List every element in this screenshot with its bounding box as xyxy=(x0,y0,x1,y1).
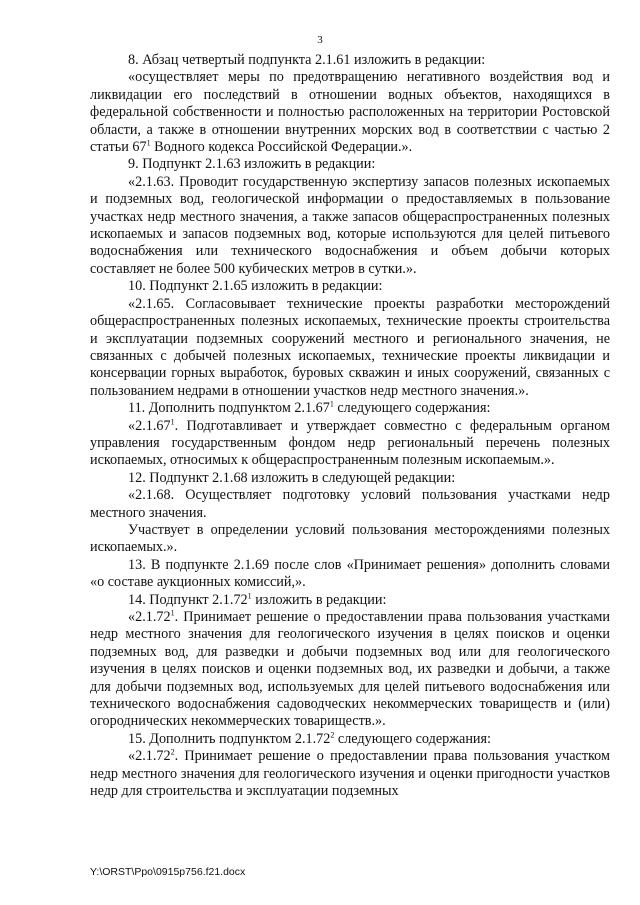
text-segment: 10. Подпункт 2.1.65 изложить в редакции: xyxy=(128,278,383,295)
text-segment: «осуществляет меры по предотвращению негативного воздействия вод и ликвидации его последствий в отношении водных объектов, находящихся в федеральной собственности и полностью расположенных на территории Ростовской области, а также в отношении внутренних морских вод в соответствии с частью 2 статьи 67 xyxy=(90,69,610,156)
superscript: 1 xyxy=(170,608,175,618)
paragraph xyxy=(90,400,610,417)
text-segment: . Принимает решение о предоставлении права пользования участком недр местного значения для геологического изучения и оценки пригодности участков недр для строительства и эксплуатации подземных xyxy=(90,748,610,800)
text-segment: следующего содержания: xyxy=(333,400,491,417)
paragraph xyxy=(90,52,610,69)
text-segment: Водного кодекса Российской Федерации.». xyxy=(150,139,413,156)
superscript: 1 xyxy=(247,590,252,600)
text-segment: «2.1.72 xyxy=(128,748,171,765)
paragraph xyxy=(90,69,610,156)
paragraph xyxy=(90,174,610,278)
text-segment: 8. Абзац четвертый подпункта 2.1.61 изложить в редакции: xyxy=(128,52,486,68)
paragraph xyxy=(90,609,610,731)
text-segment: 9. Подпункт 2.1.63 изложить в редакции: xyxy=(128,156,376,173)
paragraph xyxy=(90,418,610,470)
text-segment: . Подготавливает и утверждает совместно с федеральным органом управления государственным фондом недр региональный перечень полезных ископаемых, относимых к общераспространенным полезным ископаемым.». xyxy=(90,417,610,469)
paragraph xyxy=(90,522,610,557)
text-segment: 13. В подпункте 2.1.69 после слов «Принимает решения» дополнить словами «о составе аукционных комиссий,». xyxy=(90,556,610,591)
text-segment: «2.1.67 xyxy=(128,417,171,434)
paragraph xyxy=(90,557,610,592)
page-number: 3 xyxy=(317,34,323,46)
paragraph xyxy=(90,731,610,748)
text-segment: следующего содержания: xyxy=(334,730,491,747)
paragraph xyxy=(90,470,610,487)
paragraph xyxy=(90,278,610,295)
text-segment: 14. Подпункт 2.1.72 xyxy=(128,591,248,608)
paragraph xyxy=(90,592,610,609)
text-segment: «2.1.72 xyxy=(128,609,171,625)
text-segment: «2.1.65. Согласовывает технические проекты разработки месторождений общераспространенных полезных ископаемых, технические проекты строительства и эксплуатации подземных сооружений местного и регионального значения, не связанных с добычей полезных ископаемых, технические проекты ликвидации и консервации горных выработок, буровых скважин и иных сооружений, связанных с пользованием недрами в отношении участков недр местного значения.». xyxy=(90,295,610,399)
paragraph xyxy=(90,156,610,173)
text-segment: 11. Дополнить подпунктом 2.1.67 xyxy=(128,400,330,417)
text-segment: . Принимает решение о предоставлении права пользования участками недр местного значения для геологического изучения в целях поисков и оценки подземных вод, для разведки и добычи подземных вод или для геологического изучения в целях поисков и оценки подземных вод, их разведки и добычи, а также для добычи подземных вод, используемых для целей питьевого водоснабжения или технического водоснабжения садоводческих некоммерческих товариществ и (или) огороднических некоммерческих товариществ.». xyxy=(90,609,610,730)
text-segment: 15. Дополнить подпунктом 2.1.72 xyxy=(128,730,331,747)
text-segment: Участвует в определении условий пользования месторождениями полезных ископаемых.». xyxy=(90,521,610,556)
document-body xyxy=(90,52,610,800)
paragraph xyxy=(90,487,610,522)
superscript: 2 xyxy=(330,730,335,740)
text-segment: изложить в редакции: xyxy=(251,591,387,608)
file-path-footer: Y:\ORST\Ppo\0915p756.f21.docx xyxy=(90,866,246,878)
text-segment: 12. Подпункт 2.1.68 изложить в следующей редакции: xyxy=(128,469,456,486)
text-segment: «2.1.68. Осуществляет подготовку условий пользования участками недр местного значения. xyxy=(90,487,610,521)
superscript: 2 xyxy=(170,747,175,757)
paragraph xyxy=(90,748,610,800)
text-segment: «2.1.63. Проводит государственную экспертизу запасов полезных ископаемых и подземных вод, геологической информации о предоставляемых в пользование участках недр местного значения, а также запасов общераспространенных полезных ископаемых и запасов подземных вод, которые используются для целей питьевого водоснабжения или технического водоснабжения и объем добычи которых составляет не более 500 кубических метров в сутки.». xyxy=(90,173,610,277)
superscript: 1 xyxy=(146,138,151,148)
superscript: 1 xyxy=(329,399,334,409)
superscript: 1 xyxy=(170,416,175,426)
paragraph xyxy=(90,296,610,400)
